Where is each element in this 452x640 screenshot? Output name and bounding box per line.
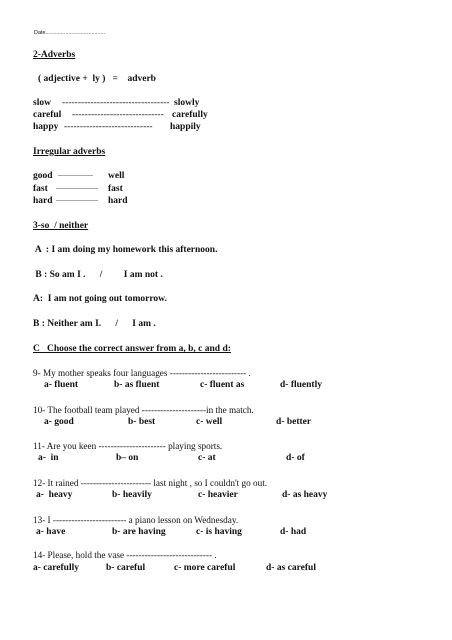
option-b: b- heavily	[112, 490, 152, 500]
adverb: happily	[170, 122, 201, 132]
question-text: 9- My mother speaks four languages ------------------------- .	[33, 368, 251, 378]
option-c: c- at	[198, 453, 216, 463]
section-c-heading: C Choose the correct answer from a, b, c and d:	[33, 344, 231, 354]
option-c: c- well	[196, 417, 223, 427]
adverb-rule: ( adjective + ly ) = adverb	[38, 74, 156, 84]
adverb: hard	[108, 196, 128, 206]
adjective: happy	[33, 122, 59, 132]
question-text: 13- I ------------------------ a piano lesson on Wednesday.	[33, 515, 239, 525]
irregular-heading: Irregular adverbs	[33, 147, 106, 157]
option-b: b- are having	[112, 527, 166, 537]
so-neither-heading: 3-so / neither	[33, 221, 89, 231]
dash-line: ——————	[56, 196, 98, 204]
option-a: a- fluent	[44, 380, 79, 390]
dash-line: ----------------------------------	[62, 98, 170, 108]
option-c: c- fluent as	[200, 380, 245, 390]
option-d: d- had	[280, 527, 307, 537]
option-d: d- better	[276, 417, 312, 427]
option-d: d- as careful	[266, 563, 316, 573]
option-d: d- as heavy	[282, 490, 328, 500]
option-b: b- as fluent	[114, 380, 160, 390]
example-line: B : So am I . / I am not .	[33, 270, 163, 280]
option-b: b- careful	[106, 563, 146, 573]
adjective: fast	[33, 184, 48, 194]
question-text: 11- Are you keen ---------------------- playing sports.	[33, 441, 223, 451]
example-line: B : Neither am I. / I am .	[33, 319, 156, 329]
date-line: Date.......................................	[34, 30, 106, 36]
option-a: a- heavy	[36, 490, 73, 500]
option-a: a- carefully	[33, 563, 79, 573]
adverb: fast	[108, 184, 123, 194]
option-c: c- is having	[196, 527, 242, 537]
example-line: A : I am doing my homework this afternoon.	[33, 245, 218, 255]
dash-line: —————	[58, 171, 93, 179]
adjective: hard	[33, 196, 53, 206]
option-a: a- have	[36, 527, 66, 537]
question-text: 14- Please, hold the vase ---------------------------- .	[33, 550, 217, 560]
adjective: careful	[33, 110, 62, 120]
option-d: d- of	[286, 453, 305, 463]
adverb: well	[108, 171, 125, 181]
adverb: carefully	[172, 110, 208, 120]
adjective: slow	[33, 98, 51, 108]
option-a: a- in	[38, 453, 59, 463]
option-b: b– on	[116, 453, 139, 463]
option-c: c- heavier	[198, 490, 238, 500]
option-b: b- best	[128, 417, 156, 427]
dash-line: -----------------------------	[72, 110, 164, 120]
question-text: 12- It rained ----------------------- last night , so I couldn't go out.	[33, 478, 268, 488]
question-text: 10- The football team played ---------------------in the match.	[33, 405, 254, 415]
option-d: d- fluently	[280, 380, 322, 390]
option-a: a- good	[44, 417, 74, 427]
adverb: slowly	[174, 98, 200, 108]
example-line: A: I am not going out tomorrow.	[33, 294, 167, 304]
adverbs-heading: 2-Adverbs	[33, 50, 76, 60]
dash-line: ----------------------------	[64, 122, 153, 132]
option-c: c- more careful	[174, 563, 236, 573]
adjective: good	[33, 171, 53, 181]
dash-line: ——————	[56, 184, 98, 192]
